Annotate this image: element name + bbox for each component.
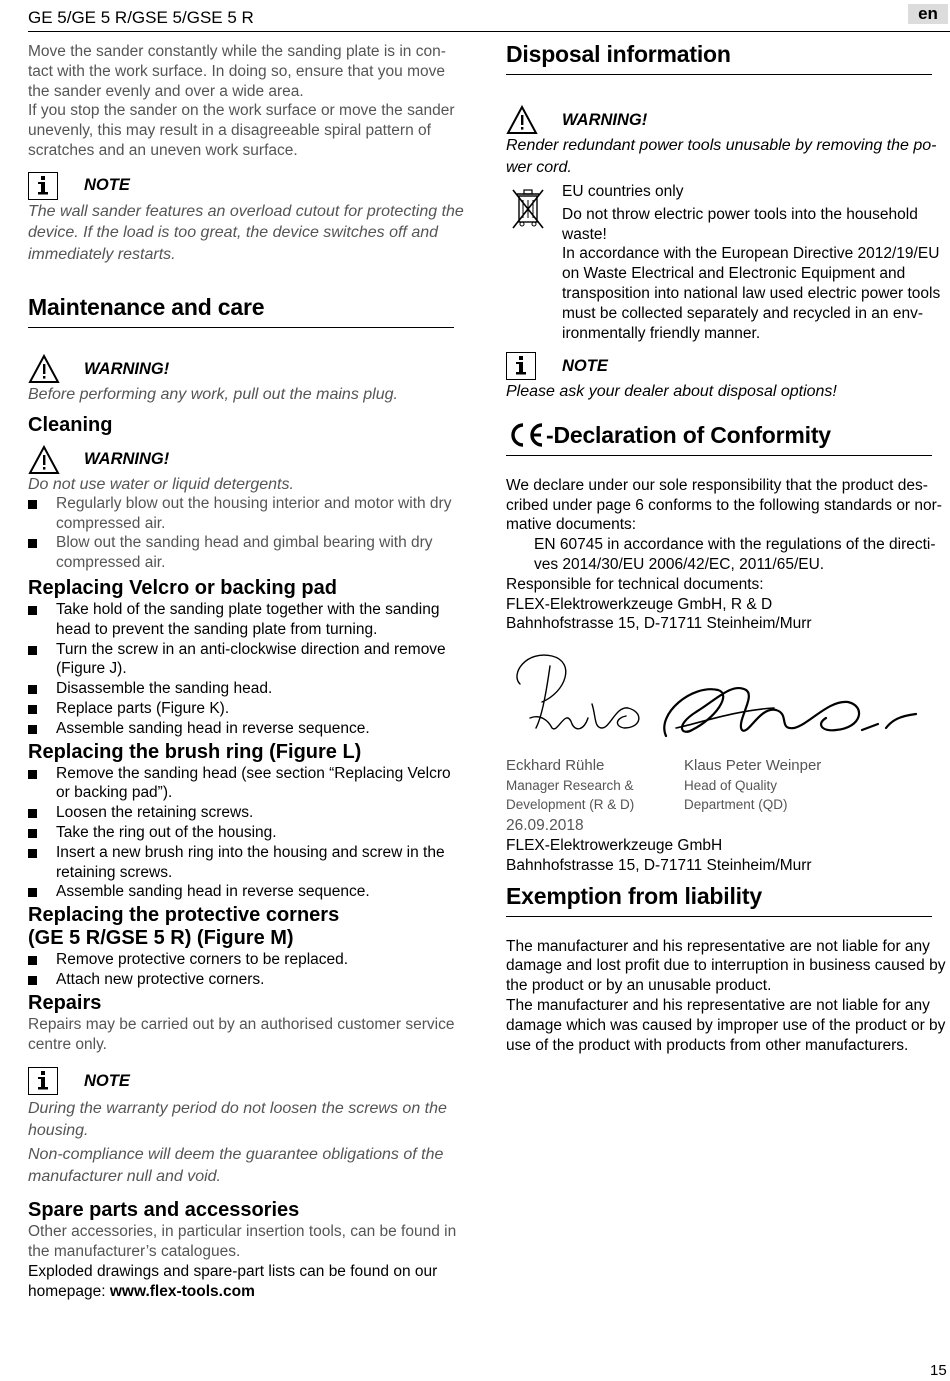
eu-text-1: Do not throw electric power tools into the household waste!	[562, 205, 918, 243]
crossed-bin-icon	[510, 186, 546, 230]
note-callout-disposal	[506, 351, 946, 381]
warning-callout-2	[28, 445, 468, 475]
warning-callout-1	[28, 354, 468, 384]
page-number: 15	[930, 1362, 947, 1379]
responsible-company: FLEX-Elektrowerkzeuge GmbH, R & D	[506, 595, 773, 613]
signatory-name: Eckhard Rühle	[506, 757, 605, 775]
eu-text-2: In accordance with the European Directive 2012/19/EU on Waste Electrical and Electronic Equipment and transposition into national law used electric power tools must be collected separately and recycled in an env-ironmentally friendly manner.	[562, 245, 941, 342]
heading-rule	[28, 327, 454, 328]
heading-rule	[506, 455, 932, 456]
info-icon	[28, 1067, 58, 1095]
note-callout-1	[28, 171, 468, 201]
signatory-role: Manager Research &	[506, 778, 634, 794]
section-heading-brush-ring: Replacing the brush ring (Figure L)	[28, 740, 362, 763]
note-text-1: During the warranty period do not loosen the screws on the housing.	[28, 1100, 447, 1139]
bullet-square-icon	[28, 829, 37, 838]
list-item: Attach new protective corners.	[28, 970, 468, 990]
section-heading-maintenance: Maintenance and care	[28, 294, 265, 321]
bullet-square-icon	[28, 809, 37, 818]
section-heading-liability: Exemption from liability	[506, 882, 762, 909]
warning-text: Render redundant power tools unusable by removing the po-wer cord.	[506, 137, 937, 176]
bullet-square-icon	[28, 646, 37, 655]
brush-ring-list	[28, 764, 468, 903]
bullet-square-icon	[28, 500, 37, 509]
intro-paragraph-1: Move the sander constantly while the sanding plate is in con-tact with the work surface. In doing so, ensure that you move the sander evenly and over a wide area.	[28, 43, 446, 100]
warning-label: WARNING!	[84, 359, 170, 378]
bullet-square-icon	[28, 888, 37, 897]
list-item: Blow out the sanding head and gimbal bearing with dry compressed air.	[28, 533, 468, 573]
signatory-1	[506, 756, 684, 814]
liability-text-1: The manufacturer and his representative are not liable for any damage and lost profit due to interruption in business caused by the product or by an unusable product.	[506, 937, 946, 995]
section-heading-disposal: Disposal information	[506, 41, 731, 67]
bullet-square-icon	[28, 956, 37, 965]
header-title: GE 5/GE 5 R/GSE 5/GSE 5 R	[28, 8, 254, 27]
signatory-role: Department (QD)	[684, 797, 788, 813]
list-item: Disassemble the sanding head.	[28, 679, 468, 699]
bullet-square-icon	[28, 705, 37, 714]
list-item: Assemble sanding head in reverse sequence.	[28, 719, 468, 739]
list-item: Take the ring out of the housing.	[28, 823, 468, 843]
repairs-text: Repairs may be carried out by an authorised customer service centre only.	[28, 1015, 455, 1053]
warning-callout-disposal	[506, 105, 946, 135]
liability-text-2: The manufacturer and his representative are not liable for any damage which was caused by improper use of the product or by use of the product with products from other manufacturers.	[506, 997, 946, 1054]
info-icon	[506, 352, 536, 380]
note-label: NOTE	[84, 1071, 130, 1090]
list-item: Remove the sanding head (see section “Replacing Velcro or backing pad”).	[28, 764, 468, 804]
list-item: Turn the screw in an anti-clockwise direction and remove (Figure J).	[28, 640, 468, 680]
left-column	[28, 42, 468, 1302]
heading-rule	[506, 74, 932, 75]
info-icon	[28, 172, 58, 200]
declaration-text: We declare under our sole responsibility that the product des-cribed under page 6 conforms to the following standards or nor-mative documents:	[506, 476, 942, 534]
company-address: Bahnhofstrasse 15, D-71711 Steinheim/Murr	[506, 856, 812, 874]
bullet-square-icon	[28, 539, 37, 548]
warning-icon	[506, 105, 538, 135]
signatory-role: Development (R & D)	[506, 797, 635, 813]
ce-mark-icon	[506, 422, 546, 448]
list-item: Regularly blow out the housing interior and motor with dry compressed air.	[28, 494, 468, 534]
bullet-square-icon	[28, 725, 37, 734]
handwritten-signatures-icon	[506, 644, 946, 756]
declaration-heading: -Declaration of Conformity	[546, 421, 831, 448]
signatory-names	[506, 756, 946, 814]
language-badge: en	[908, 4, 948, 24]
warning-icon	[28, 354, 60, 384]
list-item: Take hold of the sanding plate together with the sanding head to prevent the sanding plate from turning.	[28, 600, 468, 640]
list-item: Remove protective corners to be replaced.	[28, 950, 468, 970]
bullet-square-icon	[28, 606, 37, 615]
note-text-2: Non-compliance will deem the guarantee obligations of the manufacturer null and void.	[28, 1146, 444, 1185]
signatures	[506, 644, 946, 756]
cleaning-list	[28, 494, 468, 573]
note-text: Please ask your dealer about disposal options!	[506, 383, 837, 401]
spare-text-1: Other accessories, in particular insertion tools, can be found in the manufacturer’s catalogues.	[28, 1223, 457, 1261]
section-heading-velcro: Replacing Velcro or backing pad	[28, 576, 337, 599]
velcro-list	[28, 600, 468, 739]
homepage-link[interactable]: www.flex-tools.com	[109, 1282, 255, 1300]
header-rule	[28, 31, 950, 32]
eu-only: EU countries only	[562, 183, 684, 200]
warning-label: WARNING!	[562, 110, 648, 129]
list-item: Replace parts (Figure K).	[28, 699, 468, 719]
responsible-label: Responsible for technical documents:	[506, 575, 764, 593]
declaration-date: 26.09.2018	[506, 817, 584, 835]
section-heading-cleaning: Cleaning	[28, 413, 113, 436]
warning-text: Do not use water or liquid detergents.	[28, 475, 294, 493]
bullet-square-icon	[28, 849, 37, 858]
note-text: The wall sander features an overload cutout for protecting the device. If the load is too great, the device switches off and immediately restarts.	[28, 202, 464, 263]
section-heading-spare-parts: Spare parts and accessories	[28, 1199, 300, 1222]
warning-label: WARNING!	[84, 450, 170, 469]
bullet-square-icon	[28, 685, 37, 694]
spare-text-2: Exploded drawings and spare-part lists can be found on our homepage: www.flex-tools.com	[28, 1262, 438, 1300]
corners-list	[28, 950, 468, 990]
right-column	[506, 40, 946, 1055]
signatory-name: Klaus Peter Weinper	[684, 757, 822, 775]
signatory-role: Head of Quality	[684, 778, 778, 794]
signatory-2	[684, 756, 862, 814]
bullet-square-icon	[28, 770, 37, 779]
declaration-standards: EN 60745 in accordance with the regulations of the directi-ves 2014/30/EU 2006/42/EC, 2011/65/EU.	[534, 536, 936, 574]
warning-text: Before performing any work, pull out the mains plug.	[28, 386, 398, 404]
responsible-address: Bahnhofstrasse 15, D-71711 Steinheim/Murr	[506, 615, 812, 633]
bullet-square-icon	[28, 976, 37, 985]
note-label: NOTE	[562, 356, 608, 375]
section-heading-repairs: Repairs	[28, 991, 102, 1014]
note-callout-2	[28, 1066, 468, 1096]
eu-disposal-block	[506, 182, 946, 343]
intro-paragraph-2: If you stop the sander on the work surface or move the sander unevenly, this may result in a disagreeable spiral pattern of scratches and an uneven work surface.	[28, 102, 455, 159]
list-item: Loosen the retaining screws.	[28, 803, 468, 823]
note-label: NOTE	[84, 176, 130, 195]
section-heading-declaration	[506, 421, 946, 449]
heading-rule	[506, 916, 932, 917]
list-item: Assemble sanding head in reverse sequence.	[28, 882, 468, 902]
list-item: Insert a new brush ring into the housing and screw in the retaining screws.	[28, 843, 468, 883]
company-name: FLEX-Elektrowerkzeuge GmbH	[506, 837, 723, 855]
warning-icon	[28, 445, 60, 475]
section-heading-corners: Replacing the protective corners (GE 5 R/GSE 5 R) (Figure M)	[28, 904, 340, 950]
